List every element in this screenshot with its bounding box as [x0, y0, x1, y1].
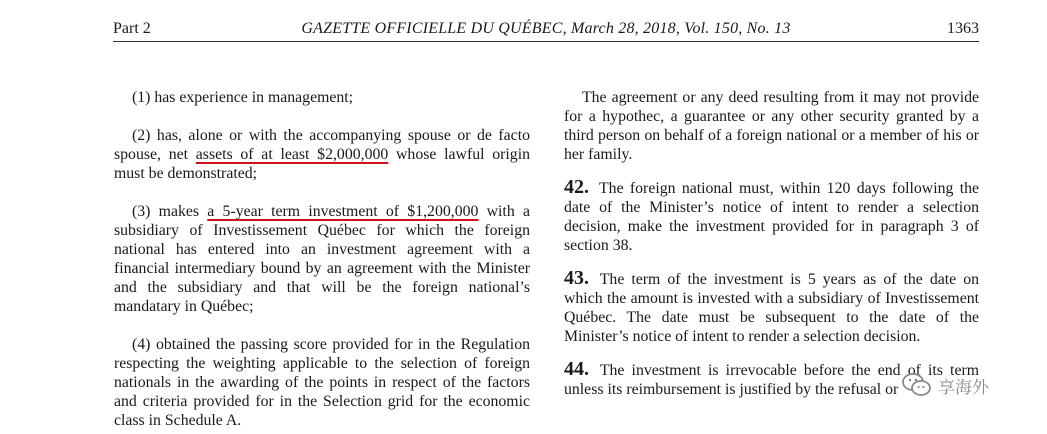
item-3 [114, 202, 530, 316]
watermark [902, 370, 989, 400]
item-1: (1) has experience in management; [132, 89, 354, 106]
item-2-text-start: (2) has, alone or with the accompanying spouse or de facto spouse, net [114, 127, 530, 163]
watermark-text: 享海外 [938, 377, 989, 398]
section-44-text: The investment is irrevocable before the end of its term unless its reimbursement is justified by the refusal or [564, 362, 979, 398]
section-42 [564, 178, 979, 255]
section-43 [564, 269, 979, 346]
part-label: Part 2 [113, 20, 151, 37]
section-42-text: The foreign national must, within 120 days following the date of the Minister’s notice of intent to render a selection decision, make the investment provided for in paragraph 3 of section 38. [564, 180, 979, 254]
item-3-text-end: with a subsidiary of Investissement Québec for which the foreign national has entered into an investment agreement with a financial intermediary bound by an agreement with the Minister and the subsidiary and that will be the foreign national’s mandatary in Québec; [114, 203, 530, 315]
section-44-number: 44. [564, 358, 589, 380]
item-2-text-end: whose lawful origin must be demonstrated; [114, 146, 530, 182]
page-number: 1363 [947, 20, 979, 37]
gazette-title: GAZETTE OFFICIELLE DU QUÉBEC, March 28, 2018, Vol. 150, No. 13 [301, 20, 791, 37]
wechat-icon [902, 372, 932, 398]
section-43-text: The term of the investment is 5 years as of the date on which the amount is invested with a subsidiary of Investissement Québec. The date must be subsequent to the date of the Minister’s notice of intent to render a selection decision. [564, 271, 979, 345]
highlight-investment: a 5-year term investment of $1,200,000 [207, 203, 479, 220]
header-rule [113, 41, 979, 42]
right-column [564, 88, 979, 399]
left-column [114, 88, 530, 430]
item-3-text-start: (3) makes [132, 203, 208, 220]
section-43-number: 43. [564, 267, 589, 289]
section-42-number: 42. [564, 176, 589, 198]
item-2 [114, 126, 530, 183]
agreement-paragraph: The agreement or any deed resulting from it may not provide for a hypothec, a guarantee or any other security granted by a third person on behalf of a foreign national or a member of his or her family. [564, 89, 979, 163]
item-4: (4) obtained the passing score provided for in the Regulation respecting the weighting applicable to the selection of foreign nationals in the awarding of the points in respect of the factors and criteria provided for in the Selection grid for the economic class in Schedule A. [114, 336, 530, 429]
page-header [113, 18, 979, 42]
highlight-assets: assets of at least $2,000,000 [195, 146, 389, 163]
